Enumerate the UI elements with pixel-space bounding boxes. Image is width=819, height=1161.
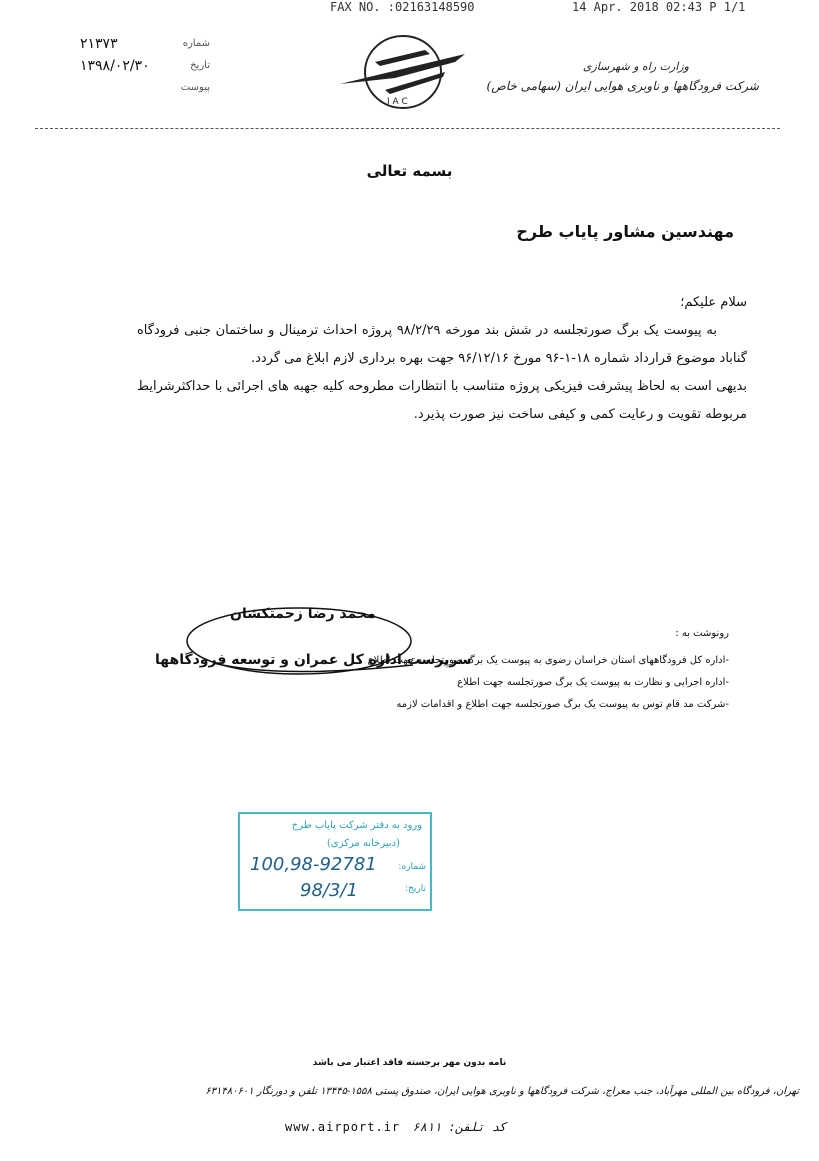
attachment-label: پیوست [180,82,210,93]
greeting: سلام علیکم؛ [680,295,747,310]
date-label: تاریخ [190,60,210,71]
stamp-date-label: تاریخ: [405,884,426,894]
cc-item: -اداره اجرایی و نظارت به پیوست یک برگ صورتجلسه جهت اطلاع [457,677,729,688]
date-row [70,58,210,80]
number-row [70,36,210,58]
recipient: مهندسین مشاور پایاب طرح [516,222,734,241]
letter-body [137,289,747,429]
letter-meta [70,36,210,102]
signer-name: محمد رضا زحمتکشان [230,606,376,622]
fax-number: FAX NO. :02163148590 [330,0,475,14]
cc-label: رونوشت به : [675,628,729,639]
cc-item: -شرکت مد قام توس به پیوست یک برگ صورتجلسه جهت اطلاع و اقدامات لازمه [396,699,729,710]
cc-list [359,650,729,716]
svg-text:I A C: I A C [387,97,408,107]
body-paragraph-1: به پیوست یک برگ صورتجلسه در شش بند مورخه ۹۸/۲/۲۹ پروژه احداث ترمینال و ساختمان جنبی فرودگاه گناباد موضوع قرارداد شماره ۱۸-۱-۹۶ مورخ ۹۶/۱۲/۱۶ جهت بهره برداری لازم ابلاغ می گردد. [137,323,747,366]
company-name: شرکت فرودگاهها و ناوبری هوایی ایران (سهامی خاص) [486,79,759,93]
letterhead-text [487,60,759,93]
cc-item: -اداره کل فرودگاههای استان خراسان رضوی به پیوست یک برگ صورتجلسه جهت اطلاع [367,655,729,666]
registration-stamp [238,812,432,911]
letter-number: ۲۱۳۷۳ [80,36,118,52]
fax-header [330,0,790,16]
website-note: کد تلفن: ۶۸۱۱ [412,1120,507,1134]
website-line [285,1120,506,1134]
attachment-row [70,80,210,102]
airport-company-logo [335,32,470,112]
signer-title: سرپرست اداره کل عمران و توسعه فرودگاهها [155,652,472,668]
number-label: شماره [182,38,210,49]
website-url[interactable]: www.airport.ir [285,1120,401,1134]
letter-heading: بسمه تعالی [366,162,453,180]
stamp-number-label: شماره: [398,862,426,872]
letter-date: ۱۳۹۸/۰۲/۳۰ [80,58,150,74]
header-divider [35,128,780,129]
stamp-subtitle: (دبیرخانه مرکزی) [326,838,400,849]
company-address: تهران، فرودگاه بین المللی مهرآباد، جنب معراج، شرکت فرودگاهها و ناوبری هوایی ایران، صندوق پستی ۱۵۵۸-۱۳۴۴۵ تلفن و دورنگار ۶۳۱۴۸۰۶۰۱ [205,1086,799,1097]
stamp-date: 98/3/1 [300,880,358,901]
stamp-title: ورود به دفتر شرکت پایاب طرح [291,820,422,831]
validity-note: نامه بدون مهر برجسته فاقد اعتبار می باشد [312,1058,507,1068]
fax-date-line: 14 Apr. 2018 02:43 P 1/1 [572,0,746,14]
stamp-number: 100,98-92781 [250,854,377,875]
ministry-name: وزارت راه و شهرسازی [582,60,689,73]
body-paragraph-2: بدیهی است به لحاظ پیشرفت فیزیکی پروژه متناسب با انتظارات مطروحه کلیه جهبه های اجرائی با حداکثرشرایط مربوطه تقویت و رعایت کمی و کیفی ساخت نیز صورت پذیرد. [137,379,747,422]
